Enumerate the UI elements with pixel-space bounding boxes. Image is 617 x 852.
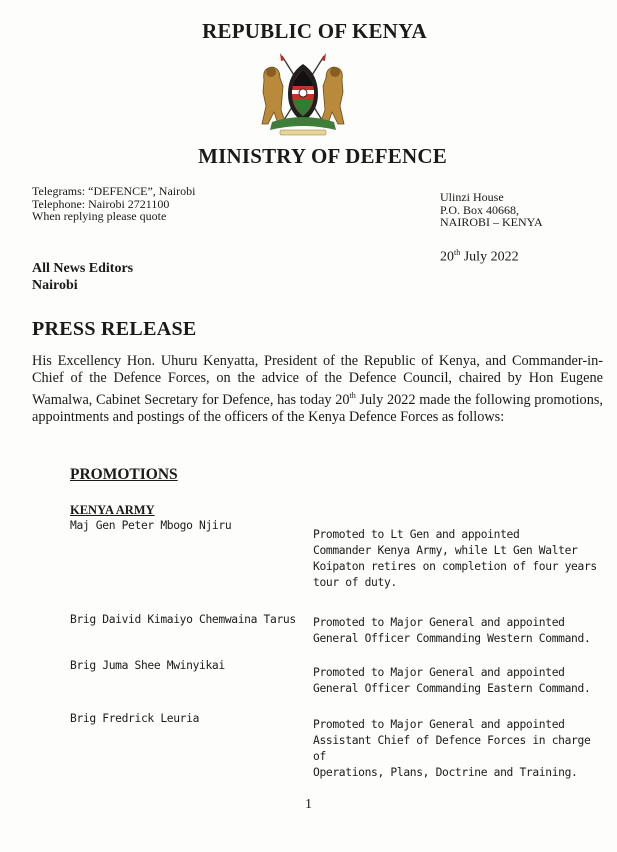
- contact-block: [32, 185, 195, 223]
- date-suffix: th: [454, 248, 461, 257]
- date-day: 20: [440, 249, 454, 265]
- officer-action: [313, 665, 603, 697]
- address-line-1: Ulinzi House: [440, 190, 504, 204]
- action-line: Promoted to Major General and appointed: [313, 666, 565, 679]
- promotions-heading: PROMOTIONS: [70, 466, 178, 483]
- reply-note: When replying please quote: [32, 209, 167, 223]
- address-line-2: P.O. Box 40668,: [440, 202, 520, 217]
- date-rest: July 2022: [460, 249, 519, 265]
- action-line: General Officer Commanding Western Command.: [313, 632, 591, 645]
- recipient-line-2: Nairobi: [32, 278, 78, 293]
- branch-heading: KENYA ARMY: [70, 503, 155, 517]
- telephone-line: Telephone: Nairobi 2721100: [32, 196, 170, 211]
- officer-name: Maj Gen Peter Mbogo Njiru: [70, 519, 232, 532]
- action-line: Promoted to Lt Gen and appointed: [313, 528, 520, 541]
- action-line: Operations, Plans, Doctrine and Training.: [313, 766, 578, 779]
- officer-action: [313, 717, 603, 781]
- press-release-title: PRESS RELEASE: [32, 318, 197, 340]
- action-line: Promoted to Major General and appointed: [313, 718, 565, 731]
- address-line-3: NAIROBI – KENYA: [440, 215, 543, 229]
- officer-name: Brig Daivid Kimaiyo Chemwaina Tarus: [70, 613, 296, 626]
- officer-name: Brig Fredrick Leuria: [70, 712, 200, 725]
- intro-paragraph: [32, 353, 603, 426]
- telegrams-line: Telegrams: “DEFENCE”, Nairobi: [32, 184, 196, 198]
- action-line: Assistant Chief of Defence Forces in charge of: [313, 734, 591, 763]
- officer-action: [313, 615, 603, 647]
- recipient-line-1: All News Editors: [32, 261, 134, 276]
- ministry-heading: MINISTRY OF DEFENCE: [198, 144, 447, 168]
- action-line: Promoted to Major General and appointed: [313, 616, 565, 629]
- address-block: [440, 191, 543, 229]
- officer-name: Brig Juma Shee Mwinyikai: [70, 659, 225, 672]
- intro-date-suffix: th: [349, 391, 356, 400]
- action-line: General Officer Commanding Eastern Command.: [313, 682, 591, 695]
- action-line: tour of duty.: [313, 576, 397, 589]
- officer-action: [313, 527, 603, 591]
- page-number: 1: [305, 797, 312, 812]
- action-line: Commander Kenya Army, while Lt Gen Walter: [313, 544, 578, 557]
- action-line: Koipaton retires on completion of four years: [313, 560, 597, 573]
- republic-heading: REPUBLIC OF KENYA: [202, 19, 427, 43]
- intro-text-part-2: July 2022 made the following promotions, appointments and postings of the officers of the Kenya Defence Forces as follows:: [32, 391, 603, 425]
- recipients-block: [32, 260, 133, 294]
- document-date: [440, 248, 519, 266]
- intro-text-part-1: His Excellency Hon. Uhuru Kenyatta, President of the Republic of Kenya, and Commander-in-Chief of the Defence Forces, on the advice of the Defence Council, chaired by Hon Eugene Wamalwa, Cabinet Secretary for Defence, has today 20: [32, 353, 603, 408]
- kenya-coat-of-arms-icon: [258, 50, 348, 140]
